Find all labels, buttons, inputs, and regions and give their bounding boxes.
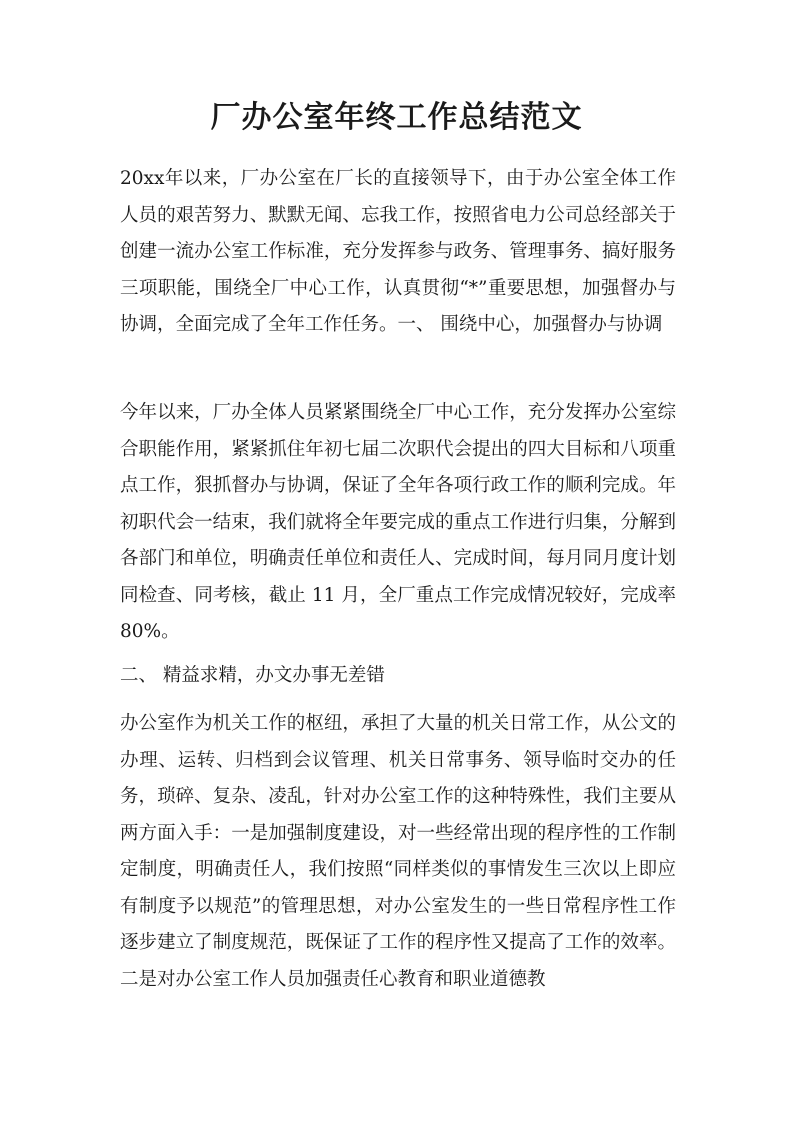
paragraph-office-work: 办公室作为机关工作的枢纽，承担了大量的机关日常工作，从公文的办理、运转、归档到会议管理、机关日常事务、领导临时交办的任务，琐碎、复杂、凌乱，针对办公室工作的这种特殊性，我们主要从两方面入手：一是加强制度建设，对一些经常出现的程序性的工作制定制度，明确责任人，我们按照“同样类似的事情发生三次以上即应有制度予以规范”的管理思想，对办公室发生的一些日常程序性工作逐步建立了制度规范，既保证了工作的程序性又提高了工作的效率。二是对办公室工作人员加强责任心教育和职业道德教 [120, 713, 676, 990]
paragraph-coordination: 今年以来，厂办全体人员紧紧围绕全厂中心工作，充分发挥办公室综合职能作用，紧紧抓住年初七届二次职代会提出的四大目标和八项重点工作，狠抓督办与协调，保证了全年各项行政工作的顺利完成。年初职代会一结束，我们就将全年要完成的重点工作进行归集，分解到各部门和单位，明确责任单位和责任人、完成时间，每月同月度计划同检查、同考核，截止 11 月，全厂重点工作完成情况较好，完成率 80%。 [120, 402, 676, 642]
paragraph-intro: 20xx年以来，厂办公室在厂长的直接领导下，由于办公室全体工作人员的艰苦努力、默默无闻、忘我工作，按照省电力公司总经部关于创建一流办公室工作标准，充分发挥参与政务、管理事务、搞好服务三项职能，围绕全厂中心工作，认真贯彻“*”重要思想，加强督办与协调，全面完成了全年工作任务。一、 围绕中心，加强督办与协调 [120, 168, 676, 335]
document-title: 厂办公室年终工作总结范文 [210, 100, 583, 135]
section-heading-two: 二、 精益求精，办文办事无差错 [120, 665, 385, 686]
